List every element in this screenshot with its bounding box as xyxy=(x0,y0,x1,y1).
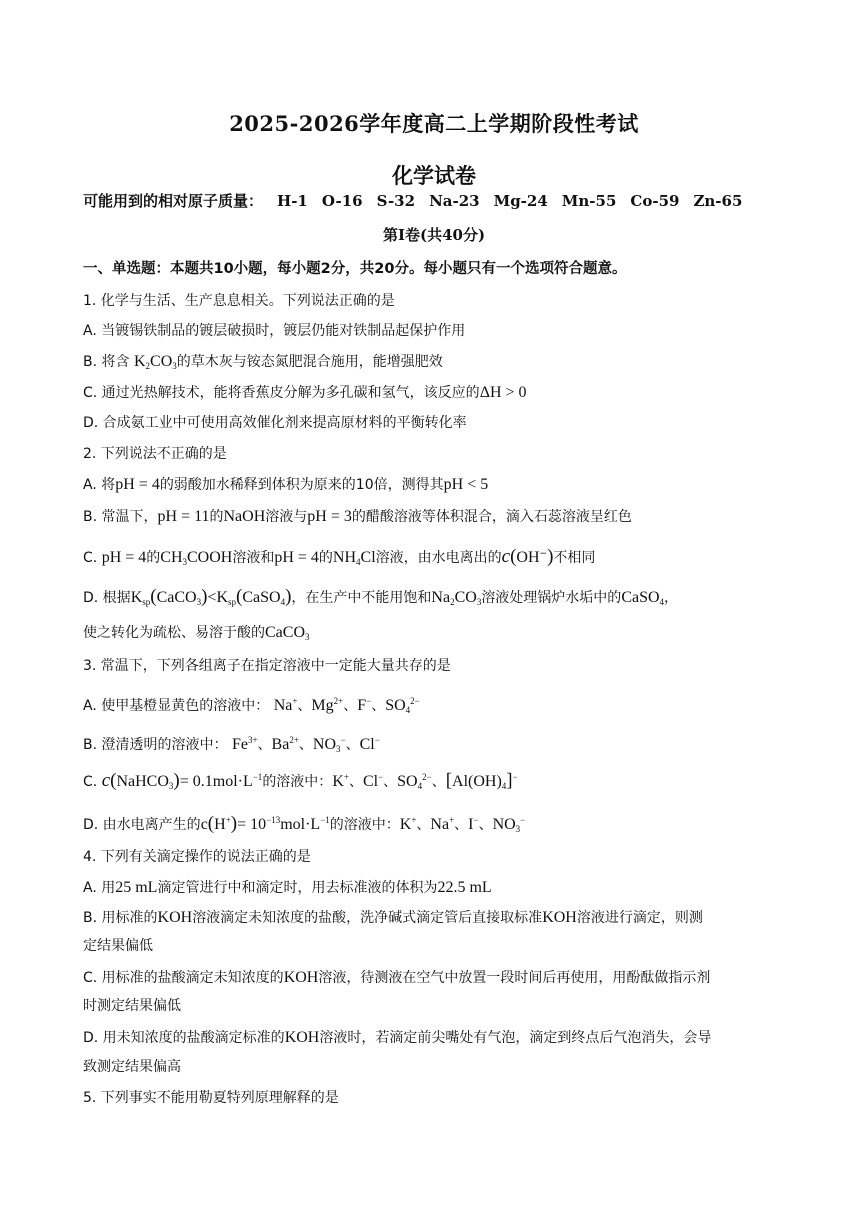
question-2-option-b xyxy=(83,508,632,526)
formula-part: I xyxy=(468,816,474,833)
text-segment: 滴定管进行中和滴定时，用去标准液的体积为 xyxy=(157,880,438,896)
text-segment: 溶液进行滴定，则测 xyxy=(576,910,703,926)
ion-na xyxy=(274,697,298,714)
paren: ) xyxy=(173,770,180,791)
superscript: −13 xyxy=(266,815,281,825)
atomic-mass-item: S-32 xyxy=(376,192,416,210)
formula-part: Na xyxy=(273,697,293,714)
ion-mg xyxy=(311,697,343,714)
formula-koh: KOH xyxy=(542,909,577,926)
text-segment: B. 常温下， xyxy=(83,509,158,525)
formula-part: COOH xyxy=(187,549,233,566)
formula-koh: KOH xyxy=(157,909,193,926)
separator: 、 xyxy=(257,737,272,753)
subscript: 4 xyxy=(356,557,361,567)
separator: 、 xyxy=(383,774,398,790)
text-segment: 溶液处理锅炉水垢中的 xyxy=(481,590,622,606)
text-segment: C. xyxy=(83,550,98,566)
separator: 、 xyxy=(478,817,493,833)
subscript: 4 xyxy=(280,597,286,607)
formula-nahco3 xyxy=(116,773,173,790)
question-1-stem: 1. 化学与生活、生产息息相关。下列说法正确的是 xyxy=(83,293,395,309)
text-segment: D. 由水电离产生的 xyxy=(83,817,201,833)
formula-part: = 0.1mol·L xyxy=(179,773,253,790)
superscript: + xyxy=(411,815,417,825)
formula-part: CO xyxy=(454,589,477,606)
superscript: − xyxy=(512,772,518,782)
subscript: 3 xyxy=(172,361,177,371)
separator: 、 xyxy=(297,698,312,714)
text-segment: 溶液滴定未知浓度的盐酸，洗净碱式滴定管后直接取标准 xyxy=(192,910,543,926)
formula-part: SO xyxy=(385,697,406,714)
text-segment: 的醋酸溶液等体积混合，滴入石蕊溶液呈红色 xyxy=(351,509,632,525)
question-3-option-c xyxy=(83,768,518,795)
formula-part: CaSO xyxy=(242,589,281,606)
formula-part: K xyxy=(399,816,412,833)
question-4-stem: 4. 下列有关滴定操作的说法正确的是 xyxy=(83,849,311,865)
atomic-masses-line xyxy=(83,192,742,210)
superscript: 2− xyxy=(422,772,432,782)
formula-caso4 xyxy=(621,589,664,606)
paren: ) xyxy=(547,546,554,567)
text-segment: 使之转化为疏松、易溶于酸的 xyxy=(83,625,265,641)
text-segment: 的溶液中： xyxy=(262,774,333,790)
question-5-stem: 5. 下列事实不能用勒夏特列原理解释的是 xyxy=(83,1090,339,1106)
question-3-option-d xyxy=(83,811,525,838)
formula-part: SO xyxy=(397,773,418,790)
formula-part: CaCO xyxy=(265,624,305,641)
question-3-option-a xyxy=(83,692,420,719)
separator: 、 xyxy=(343,698,358,714)
paren: ) xyxy=(285,586,292,607)
question-3-option-b xyxy=(83,731,380,758)
question-4-option-a xyxy=(83,879,492,897)
separator: 、 xyxy=(371,698,386,714)
subscript: 3 xyxy=(305,632,310,642)
question-4-option-b xyxy=(83,909,703,927)
text-segment: A. 用 xyxy=(83,880,116,896)
subscript: 3 xyxy=(196,597,202,607)
formula-part: Mg xyxy=(311,697,334,714)
subscript: 3 xyxy=(476,597,482,607)
math-ph: pH < 5 xyxy=(443,476,489,493)
formula-part: Cl xyxy=(362,773,379,790)
ion-ba xyxy=(272,736,299,753)
atomic-mass-item: Na-23 xyxy=(429,192,480,210)
math-volume: 25 mL xyxy=(115,879,158,896)
formula-ksp-caco3 xyxy=(130,586,208,607)
ion-k xyxy=(332,773,349,790)
superscript: 2− xyxy=(410,696,420,706)
formula-part: CaSO xyxy=(621,589,660,606)
subscript: 4 xyxy=(405,705,411,715)
question-1-option-a: A. 当镀锡铁制品的镀层破损时，镀层仍能对铁制品起保护作用 xyxy=(83,323,466,339)
text-segment: B. 用标准的 xyxy=(83,910,158,926)
paren: ( xyxy=(510,546,517,567)
superscript: + xyxy=(225,815,231,825)
formula-nh4cl xyxy=(333,549,376,566)
paren: ( xyxy=(207,813,215,834)
math-lt: < xyxy=(207,589,217,606)
text-segment: D. 用未知浓度的盐酸滴定标准的 xyxy=(83,1030,285,1046)
text-segment: 溶液和 xyxy=(232,550,275,566)
ion-cl xyxy=(363,773,383,790)
ion-f xyxy=(357,697,371,714)
text-segment: 的草木灰与铵态氮肥混合施用，能增强肥效 xyxy=(176,354,443,370)
text-segment: 的 xyxy=(209,509,224,525)
superscript: −1 xyxy=(252,772,263,782)
atomic-masses-label: 可能用到的相对原子质量： xyxy=(83,192,264,210)
question-2-option-d-continued xyxy=(83,624,310,646)
formula-part: Cl xyxy=(360,549,376,566)
superscript: − xyxy=(378,772,384,782)
formula-part: Ba xyxy=(271,736,290,753)
text-segment: ，在生产中不能用饱和 xyxy=(291,590,432,606)
formula-part: NO xyxy=(312,736,337,753)
ion-fe xyxy=(232,736,258,753)
ion-cl xyxy=(360,736,380,753)
subscript: 2 xyxy=(450,597,455,607)
question-3-stem: 3. 常温下，下列各组离子在指定溶液中一定能大量共存的是 xyxy=(83,658,451,674)
formula-na2co3 xyxy=(431,589,481,606)
formula-naoh: NaOH xyxy=(223,508,266,525)
question-4-option-d xyxy=(83,1029,711,1047)
ion-no3 xyxy=(493,816,526,833)
formula-oh: OH xyxy=(516,549,540,566)
superscript: − xyxy=(539,549,548,559)
separator: 、 xyxy=(416,817,431,833)
superscript: − xyxy=(340,735,346,745)
subscript: 2 xyxy=(145,361,151,371)
separator: 、 xyxy=(345,737,360,753)
math-c: c xyxy=(101,770,111,791)
text-segment: 的溶液中： xyxy=(329,817,400,833)
atomic-mass-item: Co-59 xyxy=(630,192,680,210)
math-volume: 22.5 mL xyxy=(437,879,492,896)
question-2-stem: 2. 下列说法不正确的是 xyxy=(83,446,227,462)
formula-part: CaCO xyxy=(156,589,197,606)
subscript: 4 xyxy=(501,781,507,791)
superscript: −1 xyxy=(320,815,330,825)
formula-part: Na xyxy=(431,589,451,606)
subscript: 4 xyxy=(659,597,665,607)
subscript: 3 xyxy=(168,781,174,791)
paren: ( xyxy=(236,586,243,607)
math-c: c xyxy=(200,816,208,833)
ion-na xyxy=(430,816,454,833)
subscript: 4 xyxy=(417,781,423,791)
question-4-option-c-continued: 时测定结果偏低 xyxy=(83,998,181,1014)
formula-part: K xyxy=(130,589,143,606)
superscript: 2+ xyxy=(333,696,344,706)
ion-k xyxy=(400,816,417,833)
text-segment: 溶液，由水电离出的 xyxy=(375,550,502,566)
question-4-option-c xyxy=(83,969,710,987)
superscript: 2+ xyxy=(289,735,299,745)
superscript: 3+ xyxy=(247,735,258,745)
subscript: 3 xyxy=(515,824,521,834)
atomic-mass-item: Zn-65 xyxy=(693,192,743,210)
subscript: 3 xyxy=(182,557,187,567)
separator: 、 xyxy=(431,774,446,790)
text-segment: 不相同 xyxy=(553,550,596,566)
question-2-option-a xyxy=(83,476,488,494)
separator: 、 xyxy=(298,737,313,753)
formula-part: NH xyxy=(332,549,357,566)
formula-part: Fe xyxy=(231,736,248,753)
ion-aloh4: $[Al(OH)_4]^-$ xyxy=(445,770,518,791)
superscript: − xyxy=(374,735,380,745)
formula-ksp-caso4 xyxy=(216,586,292,607)
text-segment: 的 xyxy=(318,550,333,566)
question-4-option-b-continued: 定结果偏低 xyxy=(83,938,153,954)
superscript: − xyxy=(473,815,479,825)
section-heading: 一、单选题：本题共10小题，每小题2分，共20分。每小题只有一个选项符合题意。 xyxy=(83,261,627,277)
text-segment: ， xyxy=(664,590,679,606)
subscript: 3 xyxy=(336,744,341,754)
formula-part: NO xyxy=(492,816,516,833)
text-segment: 的 xyxy=(146,550,161,566)
text-segment: D. 根据 xyxy=(83,590,131,606)
question-4-option-d-continued: 致测定结果偏高 xyxy=(83,1059,181,1075)
superscript: + xyxy=(343,772,349,782)
paren: ( xyxy=(110,770,117,791)
formula-part: Al(OH) xyxy=(452,773,502,790)
math-ph: pH = 4 xyxy=(101,549,147,566)
volume-heading: 第Ⅰ卷(共40分) xyxy=(382,226,486,244)
superscript: + xyxy=(449,815,455,825)
formula-k2co3: $K_2CO_3$ xyxy=(133,353,177,371)
math-concentration xyxy=(237,816,330,833)
formula-part: F xyxy=(357,697,367,714)
formula-part: K xyxy=(216,589,229,606)
text-segment: 溶液时，若滴定前尖嘴处有气泡，滴定到终点后气泡消失，会导 xyxy=(319,1030,712,1046)
formula-koh: KOH xyxy=(283,969,319,986)
formula-koh: KOH xyxy=(284,1029,320,1046)
math-ph: pH = 11 xyxy=(157,508,210,525)
question-2-option-d xyxy=(83,588,678,611)
question-1-option-c xyxy=(83,384,527,402)
question-2-option-c xyxy=(83,545,595,571)
atomic-mass-item: Mg-24 xyxy=(493,192,548,210)
ion-i xyxy=(468,816,478,833)
text-segment: 溶液，待测液在空气中放置一段时间后再使用，用酚酞做指示剂 xyxy=(318,970,711,986)
formula-part: mol·L xyxy=(280,816,321,833)
text-segment: 溶液与 xyxy=(265,509,308,525)
formula-caco3 xyxy=(265,624,310,641)
paren: ) xyxy=(230,813,238,834)
superscript: + xyxy=(292,696,298,706)
text-segment: C. xyxy=(83,774,98,790)
paren: ( xyxy=(150,586,157,607)
atomic-mass-item: Mn-55 xyxy=(561,192,617,210)
math-ph: pH = 3 xyxy=(307,508,352,525)
exam-title: 2025-2026学年度高二上学期阶段性考试 xyxy=(229,111,639,136)
text-segment: B. 澄清透明的溶液中： xyxy=(83,737,228,753)
superscript: − xyxy=(520,815,526,825)
separator: 、 xyxy=(348,774,363,790)
separator: 、 xyxy=(454,817,469,833)
superscript: − xyxy=(366,696,372,706)
paren: ) xyxy=(201,586,208,607)
formula-part: H xyxy=(214,816,226,833)
math-delta-h: ΔH > 0 xyxy=(479,384,527,401)
formula-part: CH xyxy=(160,549,183,566)
ion-so4 xyxy=(385,697,420,714)
exam-subtitle: 化学试卷 xyxy=(392,163,476,188)
formula-part: K xyxy=(332,773,344,790)
text-segment: A. 使甲基橙显黄色的溶液中： xyxy=(83,698,270,714)
math-ph: pH = 4 xyxy=(274,549,319,566)
formula-part: Cl xyxy=(359,736,375,753)
formula-part: = 10 xyxy=(237,816,267,833)
formula-ch3cooh xyxy=(160,549,232,566)
math-concentration xyxy=(180,773,263,790)
subscript: sp xyxy=(228,597,237,607)
text-segment: B. 将含 xyxy=(83,354,130,370)
math-ph: pH = 4 xyxy=(115,476,160,493)
math-c: c xyxy=(501,546,511,567)
formula-part: NaHCO xyxy=(116,773,169,790)
text-segment: 的弱酸加水稀释到体积为原来的10倍，测得其 xyxy=(159,477,444,493)
question-1-option-b xyxy=(83,353,443,375)
ion-no3 xyxy=(313,736,346,753)
subscript: sp xyxy=(142,597,151,607)
question-1-option-d: D. 合成氨工业中可使用高效催化剂来提高原材料的平衡转化率 xyxy=(83,415,467,431)
text-segment: C. 通过光热解技术，能将香蕉皮分解为多孔碳和氢气，该反应的 xyxy=(83,385,480,401)
ion-so4 xyxy=(397,773,432,790)
atomic-mass-item: O-16 xyxy=(321,192,363,210)
ion-h xyxy=(214,816,231,833)
formula-part: Na xyxy=(430,816,450,833)
text-segment: C. 用标准的盐酸滴定未知浓度的 xyxy=(83,970,284,986)
text-segment: A. 将 xyxy=(83,477,116,493)
atomic-mass-item: H-1 xyxy=(277,192,308,210)
